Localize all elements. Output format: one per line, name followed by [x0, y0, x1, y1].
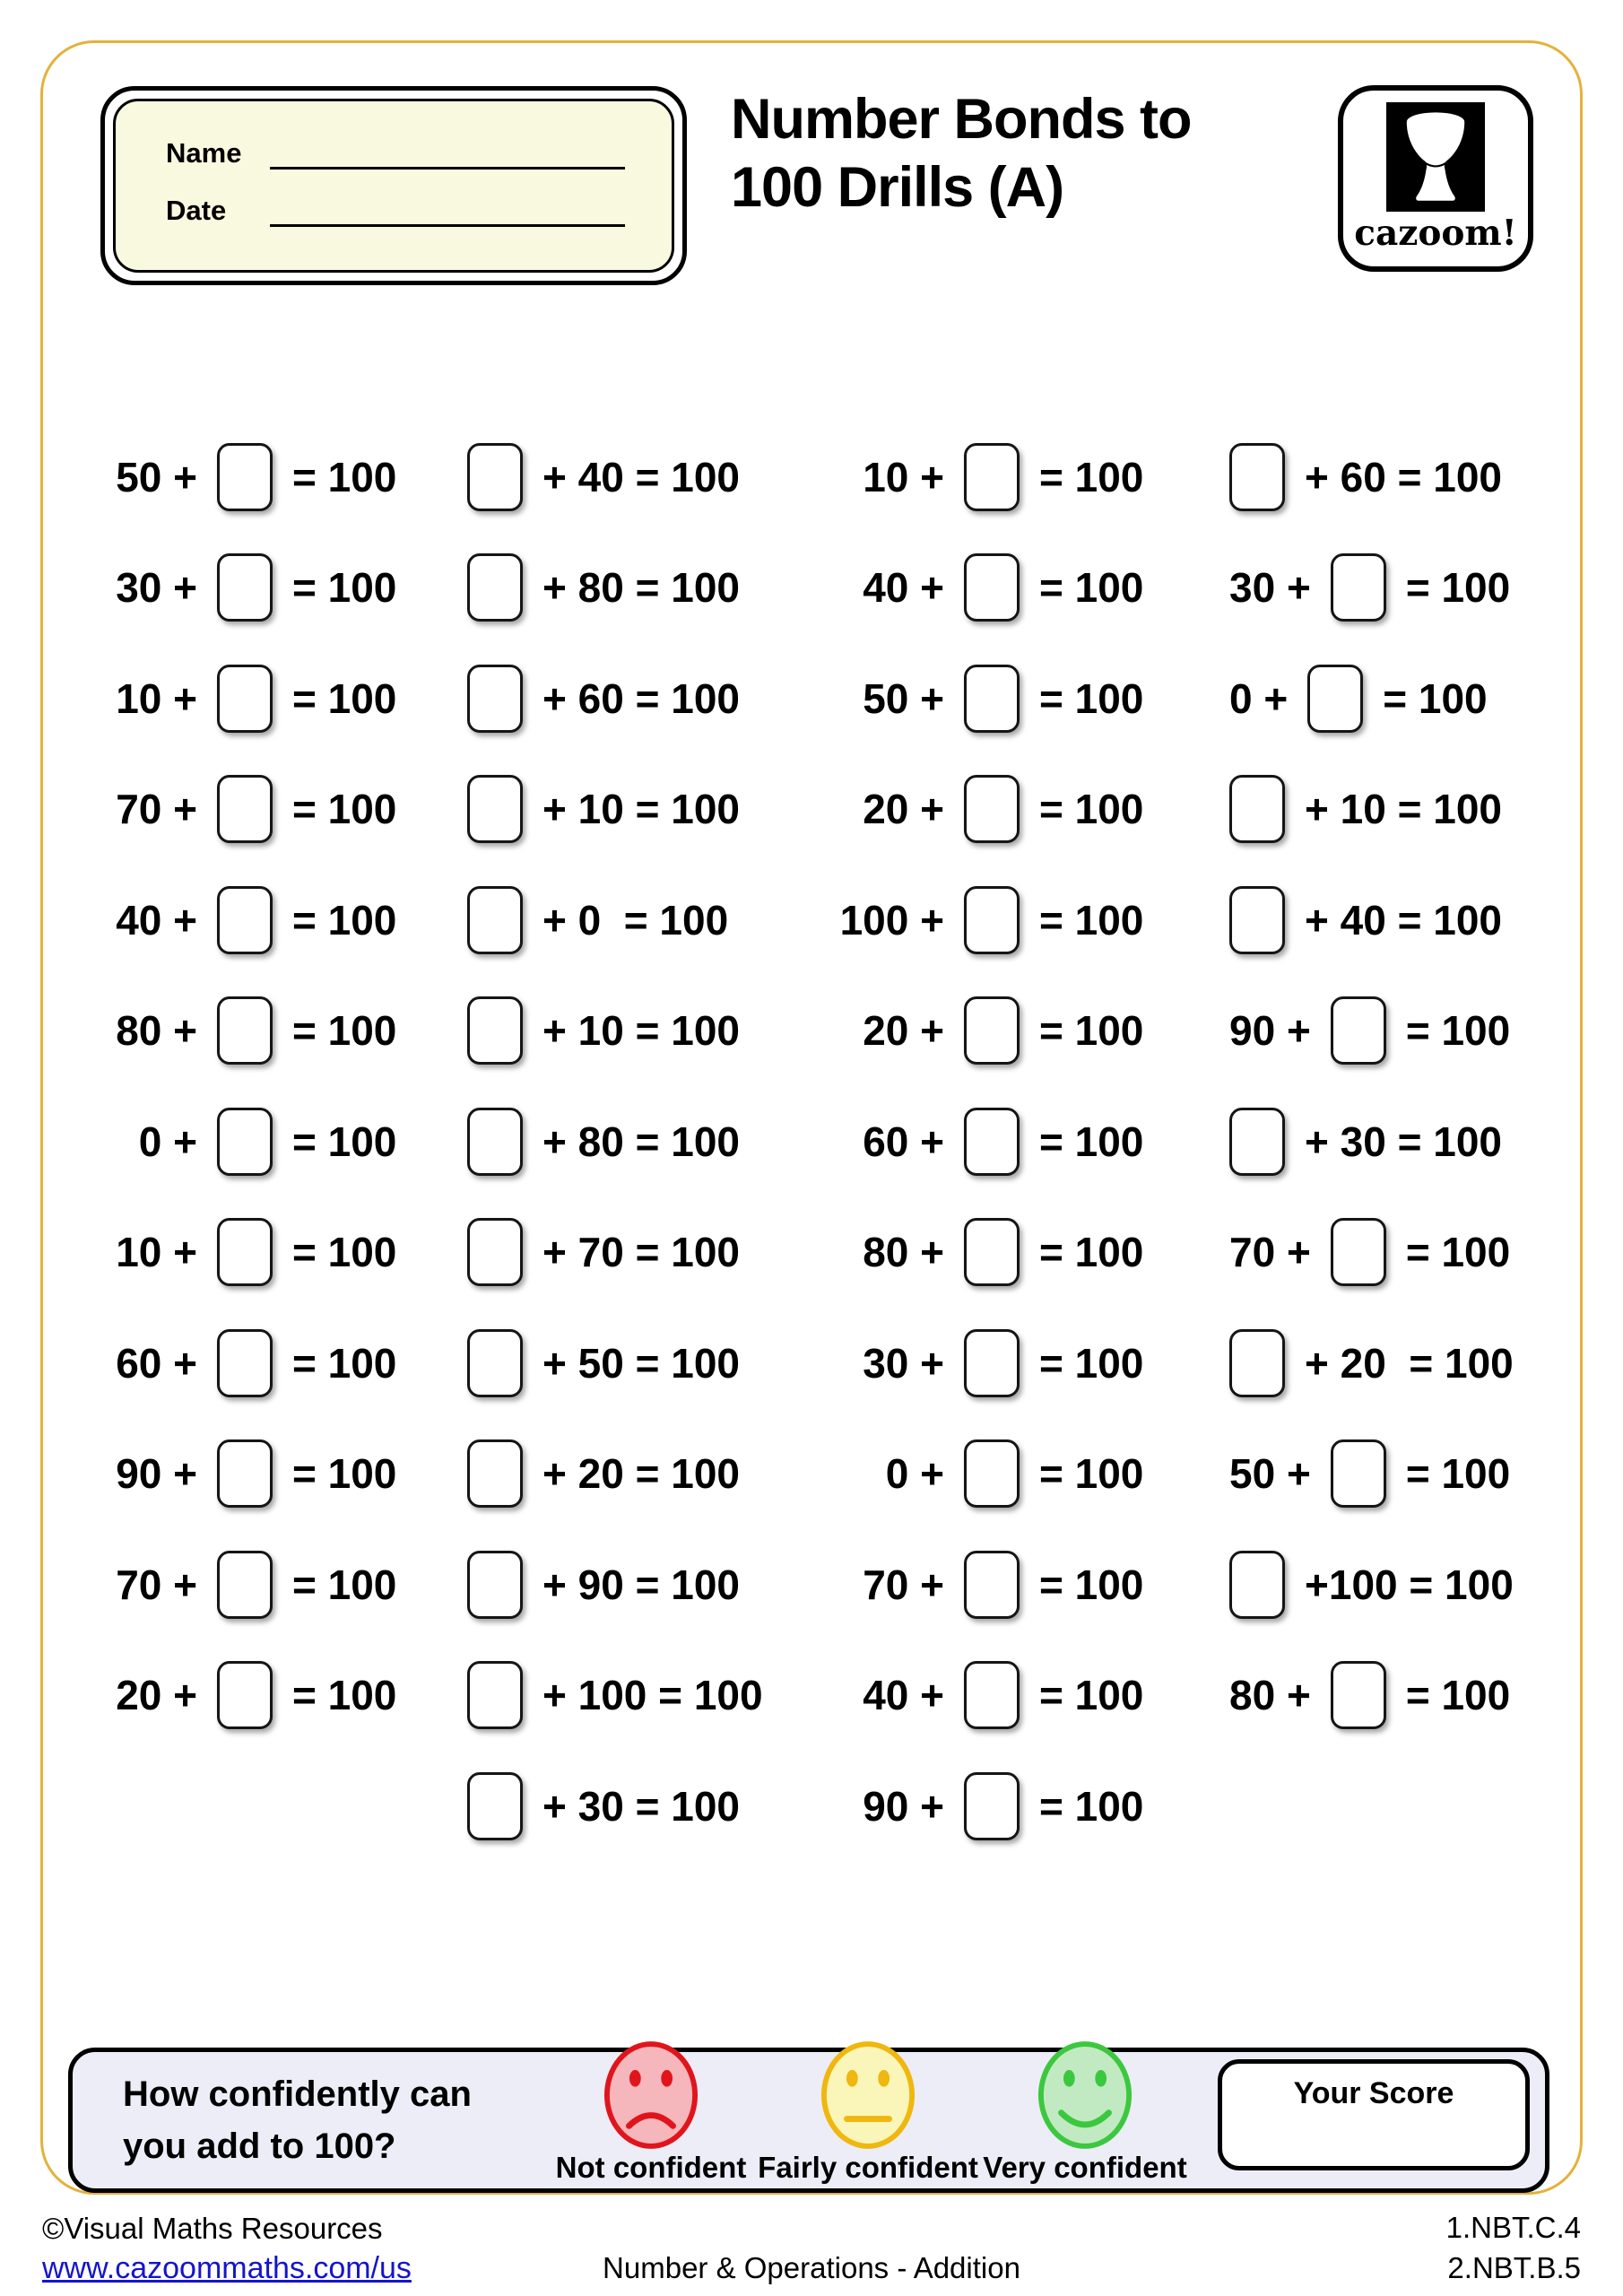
answer-box[interactable]: [964, 553, 1020, 622]
problem-text-before: 80 +: [863, 1229, 944, 1276]
problem-text-after: + 30 = 100: [1305, 1118, 1502, 1165]
problem: [424, 643, 783, 754]
confidence-label: Fairly confident: [758, 2151, 978, 2184]
standard-code-1: 1.NBT.C.4: [1445, 2211, 1581, 2244]
answer-box[interactable]: [467, 553, 523, 622]
problem: [79, 643, 424, 754]
problem: [79, 1419, 424, 1530]
problem-text-after: = 100: [1039, 1118, 1144, 1165]
problem: [1159, 1086, 1554, 1197]
page-title-line1: Number Bonds to: [731, 88, 1192, 151]
confidence-option-happy[interactable]: [976, 2039, 1193, 2188]
problem-text-before: 90 +: [863, 1782, 944, 1830]
answer-box[interactable]: [964, 775, 1020, 843]
problem: [783, 1197, 1159, 1309]
answer-box[interactable]: [467, 1772, 523, 1840]
problem-text-after: + 30 = 100: [542, 1782, 740, 1830]
drum-icon: [1386, 102, 1485, 212]
problem-text-after: = 100: [1405, 1672, 1511, 1719]
answer-box[interactable]: [467, 886, 523, 954]
problem: [783, 533, 1159, 644]
problem: [783, 976, 1159, 1087]
problem-text-after: = 100: [1405, 1007, 1511, 1055]
problem-text-after: = 100: [1405, 564, 1511, 612]
problem-text-after: + 20 = 100: [542, 1450, 740, 1498]
problem-text-after: = 100: [292, 1339, 397, 1387]
name-row: [166, 137, 625, 170]
problem: [1159, 1529, 1554, 1640]
answer-box[interactable]: [964, 1772, 1020, 1840]
problem: [79, 1086, 424, 1197]
answer-box[interactable]: [1229, 1551, 1285, 1619]
name-label: Name: [166, 137, 242, 169]
confidence-label: Very confident: [983, 2151, 1187, 2184]
problem-text-after: + 10 = 100: [542, 786, 740, 833]
answer-box[interactable]: [467, 1218, 523, 1286]
page-title: [731, 86, 1192, 222]
confidence-options: [542, 2052, 1193, 2188]
answer-box[interactable]: [1331, 1439, 1386, 1508]
answer-box[interactable]: [467, 1439, 523, 1508]
problem-text-before: 30 +: [1229, 564, 1311, 612]
problem-text-before: 70 +: [116, 786, 197, 833]
page-title-line2: 100 Drills (A): [731, 155, 1064, 219]
problem-text-after: + 100 = 100: [542, 1672, 763, 1719]
answer-box[interactable]: [964, 1551, 1020, 1619]
problem-text-after: + 70 = 100: [542, 1229, 740, 1276]
confidence-panel: [68, 2048, 1549, 2193]
your-score-box[interactable]: [1218, 2059, 1530, 2170]
problem: [783, 1419, 1159, 1530]
problem-text-after: + 10 = 100: [542, 1007, 740, 1055]
problem-text-after: = 100: [1039, 1229, 1144, 1276]
answer-box[interactable]: [217, 1439, 273, 1508]
problem-text-after: = 100: [292, 1450, 397, 1498]
problem-text-before: 90 +: [1229, 1007, 1311, 1055]
answer-box[interactable]: [467, 1329, 523, 1397]
answer-box[interactable]: [467, 1661, 523, 1729]
confidence-label: Not confident: [555, 2151, 747, 2184]
your-score-label: Your Score: [1293, 2076, 1454, 2110]
problem-text-before: 40 +: [116, 896, 197, 944]
answer-box[interactable]: [467, 996, 523, 1065]
problem-text-after: + 50 = 100: [542, 1339, 740, 1387]
djembe-drum-icon: [1394, 109, 1477, 205]
problem-text-after: +100 = 100: [1305, 1561, 1514, 1608]
answer-box[interactable]: [217, 443, 273, 511]
problem-text-before: 60 +: [863, 1118, 944, 1165]
problem-text-after: = 100: [1039, 1561, 1144, 1608]
problem: [783, 754, 1159, 865]
date-input-line[interactable]: [270, 196, 625, 227]
problem-text-after: = 100: [292, 564, 397, 612]
problem-text-before: 50 +: [116, 453, 197, 500]
problem: [1159, 1640, 1554, 1752]
neutral-face-icon: [820, 2039, 916, 2151]
answer-box[interactable]: [467, 443, 523, 511]
problem-text-before: 30 +: [863, 1339, 944, 1387]
date-row: [166, 195, 625, 227]
confidence-option-sad[interactable]: [542, 2039, 759, 2188]
problem-text-before: 0 +: [138, 1118, 197, 1165]
problem: [424, 1751, 783, 1862]
answer-box[interactable]: [964, 665, 1020, 733]
problem-text-after: + 60 = 100: [542, 674, 740, 722]
problem-text-before: 70 +: [863, 1561, 944, 1608]
problem: [783, 1308, 1159, 1419]
empty-cell: [1159, 1751, 1554, 1862]
problem-text-after: = 100: [1039, 1007, 1144, 1055]
name-date-box-inner: [113, 99, 674, 273]
problem-text-after: = 100: [292, 896, 397, 944]
problem: [79, 865, 424, 976]
problem: [424, 865, 783, 976]
answer-box[interactable]: [217, 886, 273, 954]
problem-text-before: 0 +: [1229, 674, 1289, 722]
answer-box[interactable]: [1331, 553, 1386, 622]
confidence-prompt-line2: you add to 100?: [123, 2126, 396, 2166]
answer-box[interactable]: [1331, 996, 1386, 1065]
problem: [783, 1640, 1159, 1752]
answer-box[interactable]: [217, 1108, 273, 1176]
problem-text-before: 30 +: [116, 564, 197, 612]
answer-box[interactable]: [964, 443, 1020, 511]
problem-text-after: + 60 = 100: [1305, 453, 1502, 500]
answer-box[interactable]: [1307, 665, 1363, 733]
problem: [1159, 865, 1554, 976]
cazoom-logo: [1338, 85, 1533, 272]
problem: [424, 1308, 783, 1419]
problem-text-before: 100 +: [839, 896, 944, 944]
problem: [783, 1529, 1159, 1640]
problem-text-before: 90 +: [116, 1450, 197, 1498]
problem: [1159, 976, 1554, 1087]
problem: [424, 1640, 783, 1752]
answer-box[interactable]: [964, 1661, 1020, 1729]
problem-text-after: = 100: [1039, 896, 1144, 944]
answer-box[interactable]: [1229, 443, 1285, 511]
standard-code-2: 2.NBT.B.5: [1447, 2250, 1581, 2284]
answer-box[interactable]: [217, 1551, 273, 1619]
problems-grid: [79, 422, 1554, 1862]
problem: [1159, 643, 1554, 754]
problem-text-after: = 100: [1039, 1672, 1144, 1719]
problem: [424, 1086, 783, 1197]
problem-text-after: = 100: [1039, 674, 1144, 722]
confidence-prompt-line1: How confidently can: [123, 2074, 472, 2114]
problem-text-before: 40 +: [863, 564, 944, 612]
problem: [1159, 1197, 1554, 1309]
problem: [1159, 1419, 1554, 1530]
problem: [1159, 1308, 1554, 1419]
problem-text-after: = 100: [1039, 453, 1144, 500]
answer-box[interactable]: [964, 996, 1020, 1065]
problem: [79, 1308, 424, 1419]
website-link[interactable]: www.cazoommaths.com/us: [42, 2250, 412, 2285]
problem-text-before: 10 +: [863, 453, 944, 500]
name-date-box: [100, 86, 687, 285]
problem-text-after: = 100: [292, 1672, 397, 1719]
problem-text-after: = 100: [1039, 1450, 1144, 1498]
problem: [1159, 533, 1554, 644]
problem: [783, 865, 1159, 976]
answer-box[interactable]: [1331, 1218, 1386, 1286]
answer-box[interactable]: [217, 996, 273, 1065]
problem: [1159, 754, 1554, 865]
problem: [783, 643, 1159, 754]
problem-text-before: 80 +: [1229, 1672, 1311, 1719]
problem: [783, 1086, 1159, 1197]
problem-text-after: = 100: [1039, 786, 1144, 833]
problem-text-after: = 100: [292, 786, 397, 833]
answer-box[interactable]: [964, 1329, 1020, 1397]
problem-text-after: = 100: [1405, 1450, 1511, 1498]
answer-box[interactable]: [467, 775, 523, 843]
problem-text-after: + 10 = 100: [1305, 786, 1502, 833]
confidence-prompt: [73, 2068, 542, 2172]
problem-text-after: + 80 = 100: [542, 564, 740, 612]
problem-text-before: 70 +: [1229, 1229, 1311, 1276]
problem-text-after: = 100: [292, 453, 397, 500]
problem: [424, 754, 783, 865]
logo-wordmark: cazoom!: [1354, 213, 1517, 254]
problem-text-before: 80 +: [116, 1007, 197, 1055]
problem: [424, 1197, 783, 1309]
footer-category: Number & Operations - Addition: [603, 2251, 1020, 2284]
problem-text-after: = 100: [1039, 1782, 1144, 1830]
problem-text-after: + 90 = 100: [542, 1561, 740, 1608]
problem: [424, 1529, 783, 1640]
date-label: Date: [166, 195, 227, 226]
answer-box[interactable]: [1331, 1661, 1386, 1729]
problem-text-after: = 100: [292, 674, 397, 722]
problem-text-before: 10 +: [116, 1229, 197, 1276]
answer-box[interactable]: [217, 1661, 273, 1729]
problem-text-before: 20 +: [863, 786, 944, 833]
problem: [424, 976, 783, 1087]
problem-text-after: + 40 = 100: [542, 453, 740, 500]
happy-face-icon: [1037, 2039, 1133, 2151]
problem: [79, 754, 424, 865]
answer-box[interactable]: [964, 886, 1020, 954]
answer-box[interactable]: [1229, 886, 1285, 954]
problem-text-before: 20 +: [863, 1007, 944, 1055]
answer-box[interactable]: [217, 775, 273, 843]
problem: [783, 1751, 1159, 1862]
copyright-text: ©Visual Maths Resources: [42, 2212, 383, 2245]
problem: [424, 422, 783, 533]
problem-text-before: 40 +: [863, 1672, 944, 1719]
problem-text-after: + 0 = 100: [542, 896, 729, 944]
answer-box[interactable]: [1229, 775, 1285, 843]
problem-text-before: 60 +: [116, 1339, 197, 1387]
answer-box[interactable]: [964, 1108, 1020, 1176]
answer-box[interactable]: [217, 553, 273, 622]
problem-text-after: + 40 = 100: [1305, 896, 1502, 944]
footer: [40, 2208, 1583, 2294]
problem-text-after: = 100: [292, 1229, 397, 1276]
problem: [783, 422, 1159, 533]
answer-box[interactable]: [467, 1108, 523, 1176]
problem: [79, 422, 424, 533]
problem-text-after: = 100: [1405, 1229, 1511, 1276]
sad-face-icon: [603, 2039, 699, 2151]
problem-text-before: 70 +: [116, 1561, 197, 1608]
problem: [79, 1529, 424, 1640]
problem: [79, 976, 424, 1087]
problem-text-after: = 100: [292, 1118, 397, 1165]
answer-box[interactable]: [964, 1218, 1020, 1286]
confidence-option-neutral[interactable]: [759, 2039, 976, 2188]
problem: [79, 1197, 424, 1309]
problem: [1159, 422, 1554, 533]
empty-cell: [79, 1751, 424, 1862]
problem: [424, 1419, 783, 1530]
problem-text-after: = 100: [1039, 1339, 1144, 1387]
footer-standards: [1446, 2208, 1581, 2288]
problem-text-before: 50 +: [863, 674, 944, 722]
problem-text-after: = 100: [1383, 674, 1488, 722]
problem-text-before: 10 +: [116, 674, 197, 722]
problem-text-before: 20 +: [116, 1672, 197, 1719]
problem: [79, 533, 424, 644]
answer-box[interactable]: [1229, 1108, 1285, 1176]
problem-text-after: = 100: [292, 1007, 397, 1055]
answer-box[interactable]: [467, 665, 523, 733]
problem: [424, 533, 783, 644]
name-input-line[interactable]: [270, 138, 625, 170]
answer-box[interactable]: [217, 1329, 273, 1397]
problem-text-after: + 80 = 100: [542, 1118, 740, 1165]
problem-text-after: + 20 = 100: [1305, 1339, 1514, 1387]
answer-box[interactable]: [217, 1218, 273, 1286]
problem-text-after: = 100: [292, 1561, 397, 1608]
problem-text-before: 0 +: [885, 1450, 944, 1498]
problem: [79, 1640, 424, 1752]
answer-box[interactable]: [467, 1551, 523, 1619]
answer-box[interactable]: [1229, 1329, 1285, 1397]
answer-box[interactable]: [964, 1439, 1020, 1508]
problem-text-after: = 100: [1039, 564, 1144, 612]
problem-text-before: 50 +: [1229, 1450, 1311, 1498]
answer-box[interactable]: [217, 665, 273, 733]
